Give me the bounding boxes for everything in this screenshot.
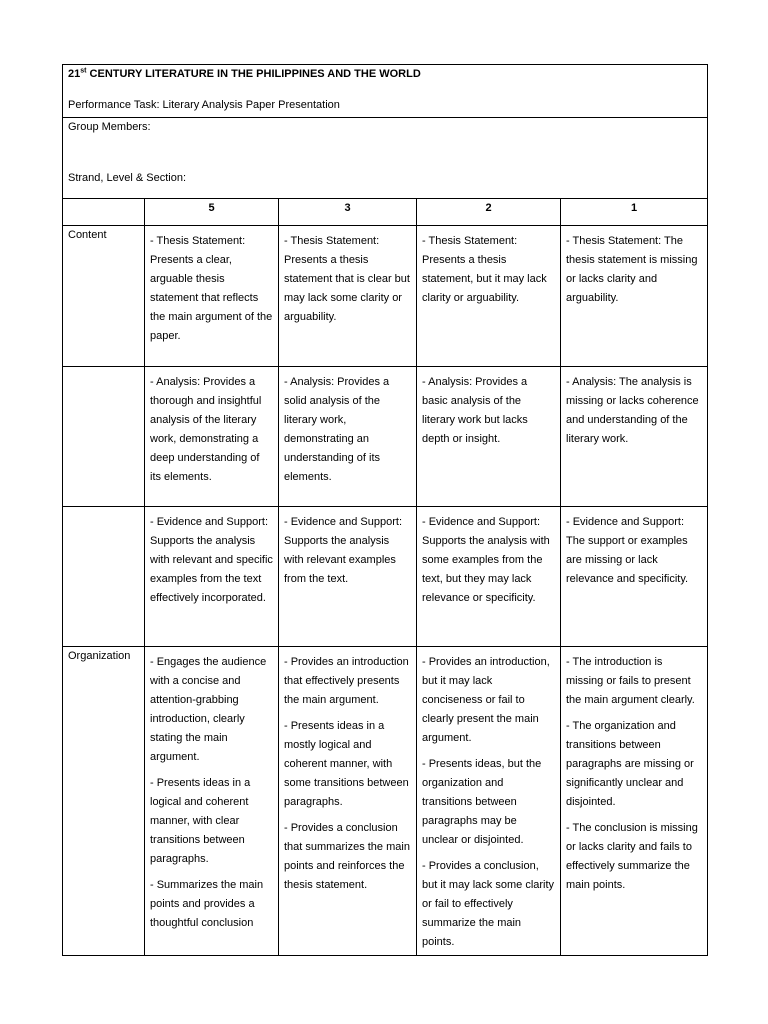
rubric-descriptor: - Engages the audience with a concise and attention-grabbing introduction, clearly stating the main argument. — [150, 656, 267, 763]
title-row — [63, 65, 708, 118]
rubric-cell-score-5 — [145, 226, 279, 367]
rubric-cell-score-2 — [417, 367, 561, 507]
rubric-descriptor: - Analysis: Provides a basic analysis of the literary work but lacks depth or insight. — [422, 376, 528, 445]
criteria-row-thesis — [63, 226, 708, 367]
rubric-cell-score-2 — [417, 647, 561, 956]
criterion-label: Organization — [63, 647, 145, 956]
rubric-table — [62, 64, 708, 956]
rubric-descriptor: - Thesis Statement: Presents a thesis statement, but it may lack clarity or arguability. — [422, 235, 547, 304]
rubric-cell-score-3 — [279, 507, 417, 647]
rubric-descriptor: - The conclusion is missing or lacks clarity and fails to effectively summarize the main points. — [566, 822, 698, 891]
rubric-cell-score-1 — [561, 367, 708, 507]
rubric-cell-score-1 — [561, 647, 708, 956]
rubric-descriptor: - Evidence and Support: Supports the analysis with relevant and specific examples from the text effectively incorporated. — [150, 516, 273, 604]
rubric-cell-score-3 — [279, 226, 417, 367]
rubric-descriptor: - Evidence and Support: The support or examples are missing or lack relevance and specificity. — [566, 516, 689, 585]
rubric-descriptor: - Thesis Statement: Presents a clear, arguable thesis statement that reflects the main argument of the paper. — [150, 235, 273, 342]
rubric-descriptor: - Summarizes the main points and provides a thoughtful conclusion — [150, 879, 264, 929]
rubric-descriptor: - Presents ideas in a logical and coherent manner, with clear transitions between paragraphs. — [150, 777, 251, 865]
score-header-1: 1 — [561, 199, 708, 226]
rubric-descriptor: - Analysis: Provides a solid analysis of the literary work, demonstrating an understanding of its elements. — [284, 376, 390, 483]
criteria-row-analysis — [63, 367, 708, 507]
group-row — [63, 118, 708, 199]
rubric-cell-score-3 — [279, 367, 417, 507]
rubric-cell-score-5 — [145, 507, 279, 647]
rubric-descriptor: - Provides an introduction that effectively presents the main argument. — [284, 656, 409, 706]
strand-label: Strand, Level & Section: — [68, 172, 187, 184]
rubric-descriptor: - The organization and transitions between paragraphs are missing or significantly unclear and disjointed. — [566, 720, 694, 808]
criteria-row-evidence — [63, 507, 708, 647]
rubric-cell-score-1 — [561, 226, 708, 367]
rubric-descriptor: - Evidence and Support: Supports the analysis with some examples from the text, but they may lack relevance or specificity. — [422, 516, 550, 604]
title-cell — [63, 65, 708, 118]
rubric-cell-score-2 — [417, 507, 561, 647]
rubric-descriptor: - Provides a conclusion, but it may lack some clarity or fail to effectively summarize the main points. — [422, 860, 555, 948]
document-title: 21st CENTURY LITERATURE IN THE PHILIPPINES AND THE WORLD — [68, 67, 421, 80]
rubric-descriptor: - Thesis Statement: The thesis statement is missing or lacks clarity and arguability. — [566, 235, 698, 304]
rubric-descriptor: - Provides a conclusion that summarizes the main points and reinforces the thesis statement. — [284, 822, 410, 891]
group-cell — [63, 118, 708, 199]
rubric-descriptor: - Presents ideas in a mostly logical and coherent manner, with some transitions between paragraphs. — [284, 720, 409, 808]
rubric-cell-score-5 — [145, 367, 279, 507]
score-header-2: 2 — [417, 199, 561, 226]
criterion-label: Content — [63, 226, 145, 367]
group-members-label: Group Members: — [68, 121, 151, 133]
rubric-descriptor: - Thesis Statement: Presents a thesis statement that is clear but may lack some clarity or arguability. — [284, 235, 410, 323]
criteria-row-organization — [63, 647, 708, 956]
rubric-descriptor: - Provides an introduction, but it may lack conciseness or fail to clearly present the main argument. — [422, 656, 550, 744]
rubric-descriptor: - Presents ideas, but the organization and transitions between paragraphs may be unclear or disjointed. — [422, 758, 542, 846]
rubric-cell-score-3 — [279, 647, 417, 956]
rubric-descriptor: - Evidence and Support: Supports the analysis with relevant examples from the text. — [284, 516, 403, 585]
rubric-descriptor: - Analysis: The analysis is missing or lacks coherence and understanding of the literary work. — [566, 376, 699, 445]
criterion-label — [63, 367, 145, 507]
score-header-5: 5 — [145, 199, 279, 226]
rubric-descriptor: - Analysis: Provides a thorough and insightful analysis of the literary work, demonstrating a deep understanding of its elements. — [150, 376, 262, 483]
score-header-blank — [63, 199, 145, 226]
rubric-cell-score-1 — [561, 507, 708, 647]
rubric-descriptor: - The introduction is missing or fails to present the main argument clearly. — [566, 656, 695, 706]
score-header-row — [63, 199, 708, 226]
score-header-3: 3 — [279, 199, 417, 226]
rubric-cell-score-5 — [145, 647, 279, 956]
rubric-cell-score-2 — [417, 226, 561, 367]
criterion-label — [63, 507, 145, 647]
task-title: Performance Task: Literary Analysis Paper Presentation — [68, 99, 340, 111]
